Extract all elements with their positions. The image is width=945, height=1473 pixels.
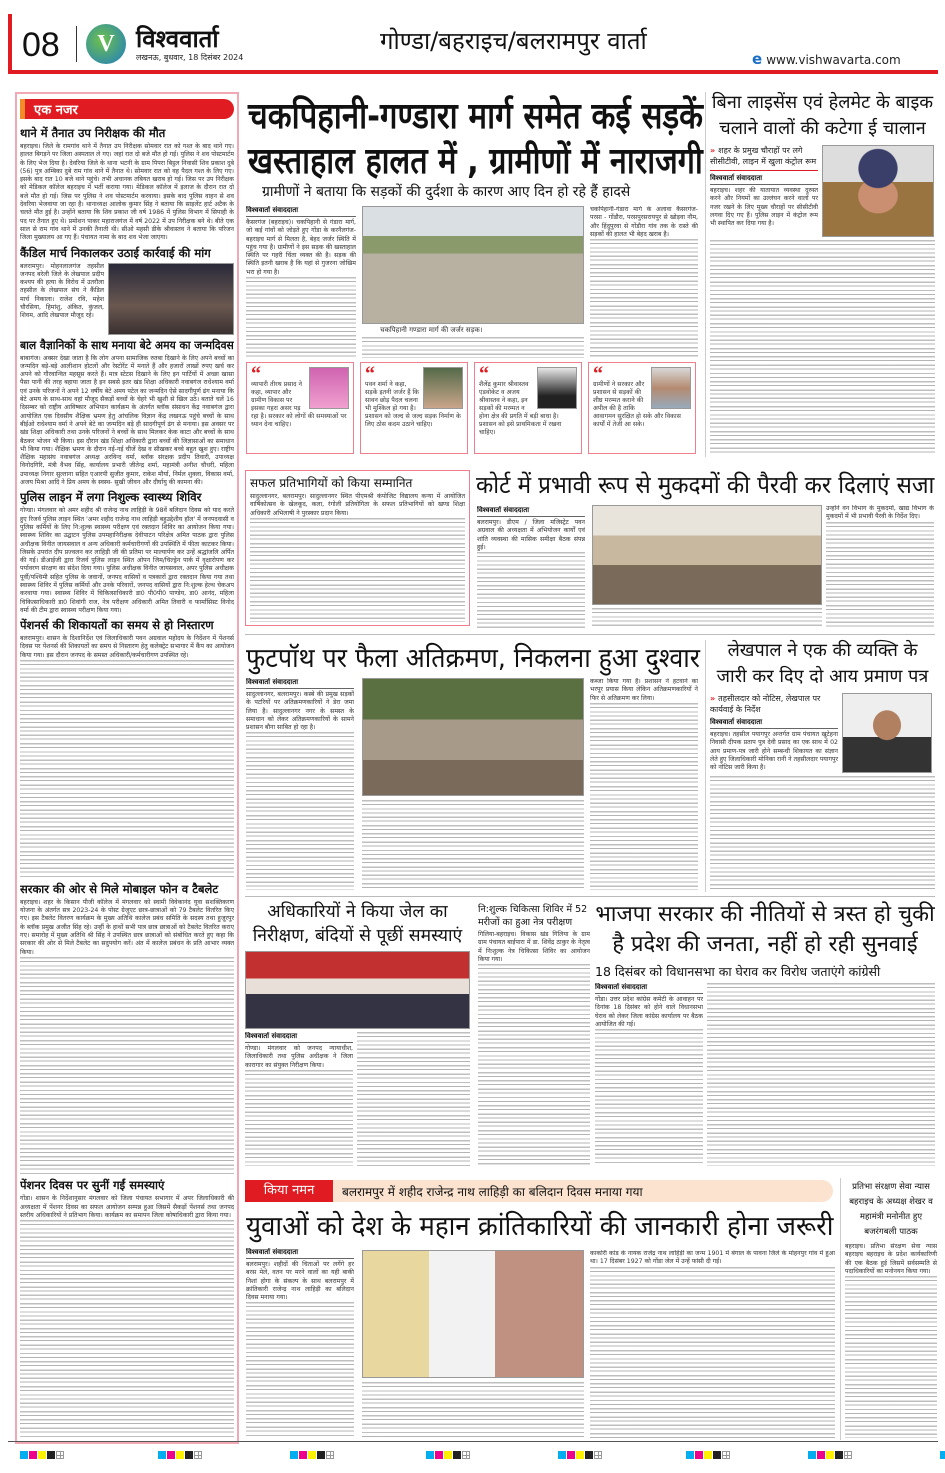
story-body: गिलिया-बहराइच। विकास खंड गिलिया के ग्राम ग्राम पंचायत बाईपारा में डा. शिवेंद्र ठाकुर के नेतृत्व में निःशुल्क नेत्र चिकित्सा शिविर का आयोजन किया गया।	[478, 931, 590, 963]
text-placeholder	[246, 277, 356, 358]
color-registration-mark	[686, 1451, 730, 1459]
person-photo	[423, 367, 463, 409]
color-registration-mark	[158, 1451, 202, 1459]
quote-box	[360, 362, 468, 454]
story-column	[478, 903, 590, 1166]
person-photo	[309, 367, 349, 409]
quote-text: शैलेंद्र कुमार श्रीवास्तव एडवोकेट व अजय श्रीवास्तव ने कहा, इन सड़कों की मरम्मत न होना क्षेत्र की प्रगति में बड़ी बाधा है। प्रशासन को इसे प्राथमिकता में रखना चाहिए।	[479, 381, 562, 436]
story-headline: बिना लाइसेंस एवं हेलमेट के बाइक चलाने वालों की कटेगा ई चालान	[711, 92, 934, 139]
story-column	[592, 505, 822, 628]
story-body: गोण्डा। मंगलवार को अमर शहीद श्री राजेन्द्र नाथ लाहिड़ी के 98वें बलिदान दिवस को याद करते हुए रिजर्व पुलिस लाइन स्थित 'अमर शहीद राजेन्द्र नाथ लाहिड़ी बहुउद्देशीय हॉल' में जनपदवासी व पुलिस कर्मियों के लिए नि:शुल्क स्वास्थ्य परीक्षण एवं रक्तदान शिविर का आयोजन किया गया। स्वास्थ्य शिविर का उद्घाटन पुलिस उपमहानिरीक्षक देवीपाटन परिक्षेत्र अमित पाठक द्वारा पुलिस अधीक्षक विनीत जायसवाल व अन्य अधिकारी कर्मचारीगणों की उपस्थिति में फीता काटकर किया। जिसके उपरांत दीप प्रज्वलन कर लाहिड़ी जी की प्रतिमा पर माल्यार्पण कर उन्हें श्रद्धांजलि अर्पित की गई। डीआईजी द्वारा रिजर्व पुलिस लाइन स्थित ओपन जिम/चिल्ड्रेन पार्क में वृक्षारोपण कर पर्यावरण संरक्षण का संदेश दिया गया। पुलिस अधीक्षक विनीत जायसवाल, अपर पुलिस अधीक्षक पूर्वी/पश्चिमी सहित पुलिस के जवानों, जनपद वासियों व पत्रकारों द्वारा रक्तदान किया गया तथा स्वास्थ्य शिविर में पुलिस कर्मियों और उनके परिवारों, जनपद वासियों द्वारा नि:शुल्क हेल्थ चेकअप करवाया गया। स्वास्थ्य शिविर में चिकित्साधिकारी डा0 पी0पी0 पाण्डेय, डा0 आनंद, महिला चिकित्साधिकारी डा0 शिवांगी राज, नेत्र परीक्षण अधिकारी अमित तिवारी व फार्मासिस्ट विनोद वर्मा की टीम द्वारा स्वास्थ्य परीक्षण किया गया।	[20, 507, 234, 614]
website-link[interactable]	[752, 50, 901, 68]
story-column	[477, 506, 585, 628]
left-column-stories	[20, 99, 234, 1439]
story-subhead: 18 दिसंबर को विधानसभा का घेराव कर विरोध जताएंगे कांग्रेसी	[595, 964, 881, 979]
story-headline: सरकार की ओर से मिले मोबाइल फोन व टैबलेट	[20, 881, 219, 896]
quote-icon: “	[593, 363, 603, 385]
browser-icon: e	[752, 50, 763, 68]
text-placeholder	[710, 240, 935, 456]
byline: विश्ववार्ता संवाददाता	[710, 174, 818, 185]
color-registration-mark	[558, 1451, 602, 1459]
story-column	[362, 678, 584, 890]
color-registration-mark	[290, 1451, 334, 1459]
story-headline: अधिकारियों ने किया जेल का निरीक्षण, बंदियों से पूछीं समस्याएं	[252, 902, 463, 946]
photo-caption: चकपिहानी गण्डारा मार्ग की जर्जर सड़क।	[380, 326, 483, 334]
quote-icon: “	[251, 363, 261, 385]
road-photo	[362, 206, 584, 324]
right-top-story	[710, 90, 935, 456]
quote-box	[474, 362, 582, 454]
banner-tag: किया नमन	[245, 1180, 333, 1202]
story-headline: बाल वैज्ञानिकों के साथ मनाया बेटे अमय का जन्मदिवस	[20, 337, 234, 352]
story-headline: भाजपा सरकार की नीतियों से त्रस्त हो चुकी है प्रदेश की जनता, नहीं हो रही सुनवाई	[595, 902, 935, 957]
story-bullet	[710, 145, 818, 167]
byline: विश्ववार्ता संवाददाता	[710, 718, 838, 729]
byline: विश्ववार्ता संवाददाता	[246, 1248, 354, 1259]
story-column	[246, 1248, 354, 1438]
story-body: बहराइच। शहर की यातायात व्यवस्था दुरुस्त करने और नियमों का उल्लंघन करने वालों पर नजर रखने के लिए मुख्य चौराहों पर सीसीटीवी लगवा दिए गए हैं। पुलिस लाइन में कंट्रोल रूम भी स्थापित कर दिया गया है।	[710, 187, 818, 228]
text-placeholder	[20, 1220, 234, 1439]
story-body: सादुल्लानगर, बलरामपुर। कस्बे की प्रमुख सड़कों के पटरियों पर अतिक्रमणकारियों ने डेरा जमा लिया है। सादुल्लानगर नगर के समस्त के समाधान को लेकर अतिक्रमणकारियों के सामने प्रशासन बौना साबित हो रहा है।	[246, 691, 354, 732]
color-registration-mark	[808, 1451, 852, 1459]
story-headline: लेखपाल ने एक की व्यक्ति के जारी कर दिए दो आय प्रमाण पत्र	[716, 640, 929, 687]
lead-subhead: ग्रामीणों ने बताया कि सड़कों की दुर्दशा के कारण आए दिन हो रहे हैं हादसे	[262, 184, 631, 200]
quote-text: ग्रामीणों ने सरकार और प्रशासन से सड़कों की शीघ्र मरम्मत कराने की अपील की है ताकि आवागमन सुरक्षित हो सके और विकास कार्यों में तेजी आ सके।	[593, 381, 681, 428]
story-headline: कोर्ट में प्रभावी रूप से मुकदमों की पैरवी कर दिलाएं सजा	[476, 471, 935, 499]
brand-name: विश्ववार्ता	[136, 25, 219, 53]
story-headline: फुटपॉथ पर फैला अतिक्रमण, निकलना हुआ दुश्वार	[246, 643, 701, 674]
story-headline: पेंशनर्स की शिकायतों का समय से हो निस्तारण	[20, 618, 214, 633]
text-placeholder	[20, 957, 234, 1176]
story-body: बलरामपुर। मोहनलालगंज तहसील जनपद बरेली जिले के लेखपाल प्रदीप कश्यप की हत्या के विरोध में उतरौला तहसील के लेखपाल संघ ने कैंडिल मार्च निकाला। राजेश रवि, महेश चौरसिया, हिमांशु, अंकित, कुंजल, शिवम, आदि लेखपाल मौजूद रहे।	[20, 262, 104, 320]
double-chevron-icon: »	[710, 146, 716, 155]
text-placeholder	[477, 552, 585, 628]
story-headline: सफल प्रतिभागियों को किया सम्मानित	[250, 476, 413, 490]
color-registration-mark	[940, 1451, 945, 1459]
story-body: बहराइच। जिले के रामगांव थाने में तैनात उप निरीक्षक सोमवार रात को गश्त के बाद थाने गए। हालत बिगड़ने पर जिला अस्पताल ले गए। जहां रात दो बजे मौत हो गई। पुलिस ने शव पोस्टमार्टम के लिए भेज दिया है। देवरिया जिले के थाना भटनी के ग्राम पिपरा बिट्ठल निवासी शिव प्रकाश दुबे (56) पुत्र अम्बिका दुबे राम गांव थाने में तैनात थे। सोमवार रात को वह पैदल गश्त के लिए गए। इसके बाद रात 10 बजे थाने पहुंचे। तभी अचानक तबियत खराब हो गई। जिस पर उप निरीक्षक को मेडिकल कॉलेज बहराइच में भर्ती कराया गया। मेडिकल कॉलेज में इलाज के दौरान रात दो बजे मौत हो गई। जिस पर पुलिस ने शव पोस्टमार्टम करवाया। इसके बाद पुलिस वाहन से शव देवरिया भेजवाया जा रहा है। थानाध्यक्ष आलोक कुमार सिंह ने बताया कि साइलेंट हार्ट अटैक के चलते मौत हुई है। उन्होंने बताया कि शिव प्रकाश जी वर्ष 1986 में पुलिस विभाग में सिपाही के पद पर तैनात हुए थे। प्रमोशन पाकर महाराजगंज में वर्ष 2022 में उप निरीक्षक बने थे। बीते एक साल से राम गांव थाने में उनकी तैनाती थी। सीओ महसी डीके श्रीवास्तव ने बताया कि परिजन जिला मुख्यालय आ गए हैं। पंचायत नामा के बाद शव भेजा जाएगा।	[20, 143, 234, 242]
text-placeholder	[707, 983, 935, 1166]
divider	[840, 1178, 841, 1440]
text-placeholder	[250, 518, 465, 622]
section-title: गोण्डा/बहराइच/बलरामपुर वार्ता	[380, 27, 647, 55]
candle-march-photo	[108, 263, 234, 335]
encroachment-photo	[362, 678, 584, 796]
text-placeholder	[20, 660, 234, 879]
divider	[705, 92, 706, 457]
story-column	[826, 505, 934, 628]
story-body: उन्होंने वन विभाग के मुकदमों, खाद्य विभाग के मुकदमों में भी प्रभावी पैरवी के निर्देश दिए।	[826, 505, 934, 521]
person-photo	[651, 367, 691, 409]
byline: विश्ववार्ता संवाददाता	[595, 983, 703, 994]
bullet-text: शहर के प्रमुख चौराहों पर लगे सीसीटीवी, लाइन में खुला कंट्रोल रूम	[710, 146, 817, 166]
text-placeholder	[246, 1302, 354, 1438]
lead-headline: चकपिहानी-गण्डारा मार्ग समेत कई सड़कें	[248, 96, 703, 137]
story-headline: प्रतिभा संरक्षण सेवा न्यास बहराइच के अध्यक्ष शेखर व महामंत्री मनोनीत हुए बजरंगबली पाठक	[849, 1182, 933, 1237]
story-body: काकोरी कांड के नायक राजेंद्र नाथ लाहिड़ी का जन्म 1901 में बंगाल के पावना जिले के मोहनपुर गांव में हुआ था। 17 दिसंबर 1927 को गोंडा जेल में उन्हें फांसी दी गई।	[590, 1250, 835, 1266]
story-body: कब्जा किया गया है। प्रशासन ने हटवाने का भरपूर प्रयास किया लेकिन अतिक्रमणकारियों ने फिर से अतिक्रमण कर लिया।	[590, 678, 698, 702]
text-placeholder	[592, 608, 822, 628]
column-label: एक नजर	[20, 99, 234, 119]
quote-text: व्यापारी तीरथ प्रसाद ने कहा, व्यापार और ग्रामीण विकास पर इसका गहरा असर पड़ रहा है। सरकार को लोगों की समस्याओं पर ध्यान देना चाहिए।	[251, 381, 347, 428]
story-column	[590, 678, 698, 890]
quote-box	[246, 362, 354, 454]
lead-column	[590, 206, 698, 358]
story-headline: नि:शुल्क चिकित्सा शिविर में 52 मरीजों का हुआ नेत्र परीक्षण	[478, 904, 588, 928]
story-column	[590, 1250, 835, 1438]
byline: विश्ववार्ता संवाददाता	[245, 1032, 353, 1043]
story-subcolumn	[245, 1032, 353, 1166]
text-placeholder	[478, 964, 590, 1166]
footer-rule	[8, 1441, 938, 1442]
double-chevron-icon: »	[710, 694, 716, 703]
text-placeholder	[362, 1382, 584, 1438]
page-number: 08	[22, 26, 60, 64]
color-registration-mark	[426, 1451, 470, 1459]
color-registration-mark	[20, 1451, 64, 1459]
text-placeholder	[357, 1032, 470, 1166]
dateline: लखनऊ, बुधवार, 18 दिसंबर 2024	[136, 53, 244, 62]
story-body: बहराइच। प्रतिभा संरक्षण सेवा न्यास बहराइच बहराइच के प्रदेश कार्यकारिणी की एक बैठक हुई जिसमें सर्वसम्मति से पदाधिकारियों का मनोनयन किया गया।	[845, 1243, 937, 1275]
lead-photo-column	[362, 206, 584, 358]
byline: विश्ववार्ता संवाददाता	[246, 678, 354, 689]
jail-inspection-photo	[245, 951, 470, 1029]
text-placeholder	[590, 239, 698, 358]
banner-text: बलरामपुर में शहीद राजेन्द्र नाथ लाहिड़ी का बलिदान दिवस मनाया गया	[342, 1185, 643, 1199]
story-headline: पुलिस लाइन में लगा निशुल्क स्वास्थ्य शिविर	[20, 490, 202, 505]
divider	[245, 634, 935, 635]
quote-box	[588, 362, 696, 454]
text-placeholder	[845, 1276, 937, 1438]
story-body: गोंडा। उत्तर प्रदेश कांग्रेस कमेटी के आवाहन पर दिनांक 18 दिसंबर को होने वाले विधानसभा घेराव को लेकर जिला कांग्रेस कार्यालय पर बैठक आयोजित की गई।	[595, 996, 703, 1028]
divider	[76, 26, 77, 62]
story-headline: युवाओं को देश के महान क्रांतिकारियों की जानकारी होना जरूरी	[246, 1211, 834, 1242]
lead-headline: खस्ताहाल हालत में , ग्रामीणों में नाराजगी	[248, 141, 703, 182]
story-headline: कैंडिल मार्च निकालकर उठाई कार्रवाई की मांग	[20, 245, 211, 260]
story-column	[246, 678, 354, 890]
side-story	[845, 1180, 937, 1438]
story-body: गोण्डा। मंगलवार को जनपद न्यायाधीश, जिलाधिकारी तथा पुलिस अधीक्षक ने जिला कारागार का संयुक्त निरीक्षण किया।	[245, 1045, 353, 1069]
text-placeholder	[595, 1029, 703, 1166]
text-placeholder	[362, 800, 584, 890]
text-placeholder	[245, 1070, 353, 1166]
text-placeholder	[826, 522, 934, 628]
website-url: www.vishwavarta.com	[766, 53, 901, 67]
right-story	[710, 638, 935, 890]
quote-icon: “	[365, 363, 375, 385]
divider	[705, 640, 706, 892]
story-body: बहराइच। तहसील पयागपुर अन्तर्गत ग्राम पंचायत खुटेहना निवासी दीपक प्रताप पुत्र देवी प्रसाद का एक साथ में 02 आय प्रमाण-पत्र जारी होने सम्बन्धी शिकायत का संज्ञान लेते हुए जिलाधिकारी मोनिका रानी ने तहसीलदार पयागपुर को नोटिस जारी किया है।	[710, 731, 838, 772]
divider	[710, 170, 818, 171]
meeting-photo	[592, 505, 822, 605]
story-column	[595, 900, 935, 1166]
bullet-text: तहसीलदार को नोटिस, लेखपाल पर कार्यवाई के निर्देश	[710, 694, 821, 714]
text-placeholder	[710, 776, 935, 890]
story-body: बलरामपुर। डीएम / जिला मजिस्ट्रेट पवन अग्रवाल की अध्यक्षता में अभियोजन कार्यों एवं शांति व्यवस्था की मासिक समीक्षा बैठक संपन्न हुई।	[477, 519, 585, 551]
text-placeholder	[590, 1267, 835, 1438]
lead-body: कैसरगंज (बहराइच)। चकपिहानी से गंडारा मार्ग, जो कई गांवों को जोड़ते हुए गोंडा के करनैलगंज-बहराइच मार्ग से मिलता है, बेहद जर्जर स्थिति में पहुंच गया है। ग्रामीणों ने इस सड़क की खस्ताहाल स्थिति पर गहरी चिंता व्यक्त की है। सड़क की स्थिति इतनी खराब है कि यहां से गुजरना जोखिम भरा हो गया है।	[246, 219, 356, 276]
quote-icon: “	[479, 363, 489, 385]
story-subcolumn	[595, 983, 703, 1166]
story-body: बलरामपुर। शासन के दिशानिर्देश एवं जिलाधिकारी पवन अग्रवाल महोदय के निर्देशन में पेंशनर्स दिवस पर पेंशनर्स की शिकायतों का समय से निस्तारण हेतु कलेक्ट्रेट सभागार में कैंप का आयोजन किया गया। इस दौरान जनपद के समस्त अधिकारी/कर्मचारीगण उपस्थित रहे।	[20, 635, 234, 659]
story-column	[362, 1250, 584, 1438]
story-column	[245, 900, 470, 1166]
story-body: गोंडा। शासन के निर्देशानुसार मंगलवार को जिला पंचायत सभागार में अपर जिलाधिकारी की अध्यक्षता में पेंशनर दिवस का सफल आयोजन सम्पन्न हुआ जिसमें सैकड़ों पेंशनर्स तथा जनपद स्तरीय अधिकारियों ने प्रतिभाग किया। कार्यक्रम का समापन जिला कोषाधिकारी द्वारा किया गया।	[20, 1195, 234, 1220]
story-body: बलरामपुर। शहीदों की चिताओं पर लगेंगे हर बरस मेले, वतन पर मरने वालों का यही बाकी निशां होगा के संकल्प के साथ बलरामपुर में क्रांतिकारी राजेन्द्र नाथ लाहिड़ी का बलिदान दिवस मनाया गया।	[246, 1261, 354, 1302]
story-body: बहराइच। शहर के किसान पीजी कॉलेज में मंगलवार को स्वामी विवेकानंद युवा सशक्तिकरण योजना के अंतर्गत सत्र 2023-24 के पोस्ट ग्रेजुएट छात्र-छात्राओं को 79 टैबलेट वितरित किए गए। इस टैबलेट वितरण कार्यक्रम के मुख्य अतिथि कालेज प्रबंध समिति के सदस्य तथा हुजूरपुर के ब्लॉक प्रमुख अजीत सिंह रहे। उन्हीं के हाथों सभी पात्र छात्र छात्राओं को टैबलेट वितरित कराए गए। समारोह में मुख्य अतिथि श्री सिंह ने उपस्थित छात्र छात्राओं को संबोधित करते हुए कहा कि सरकार की ओर से मिले टैबलेट का सदुपयोग करें। अंत में कालेज प्रबंधन के प्रति आभार व्यक्त किया।	[20, 898, 234, 956]
story-body: सादुल्लानगर, बलरामपुर। सादुल्लानगर स्थित पीएमश्री कंपोजिट विद्यालय कन्या में आयोजित वार्षिकोत्सव के खेलकूद, कला, रंगोली प्रतियोगिता के सफल प्रतिभागियों को खण्ड शिक्षा अधिकारी अभिलाषी ने पुरस्कार प्रदान किया।	[250, 493, 465, 517]
byline: विश्ववार्ता संवाददाता	[246, 206, 356, 217]
person-photo	[842, 693, 932, 773]
text-placeholder	[246, 732, 354, 890]
logo-icon: V	[86, 24, 126, 64]
tribute-photo	[362, 1250, 584, 1378]
byline: विश्ववार्ता संवाददाता	[477, 506, 585, 517]
lead-column	[246, 206, 356, 358]
story-headline: थाने में तैनात उप निरीक्षक की मौत	[20, 126, 166, 140]
officer-photo	[822, 145, 934, 237]
quote-text: पवन शर्मा ने कहा, सड़कें इतनी जर्जर हैं कि सावन छोड़ पैदल चलना भी मुश्किल हो गया है। प्रशासन को जल्द से जल्द सड़क निर्माण के लिए ठोस कदम उठाने चाहिए।	[365, 381, 461, 428]
story-box	[245, 470, 470, 626]
story-bullet	[710, 693, 838, 715]
divider	[245, 896, 935, 897]
text-placeholder	[362, 337, 584, 358]
lead-body: चकपिहानी-गंडारा मार्ग के अलावा कैसरगंज-परसा - गोंडौरा, परसपुरसरायपुर से खोड़वा नौम, और हिंदुपुरवा से गोंडौरा गांव तक के रास्ते की सड़कों की हालत भी बेहद खराब है।	[590, 206, 698, 238]
text-placeholder	[590, 703, 698, 890]
story-body: बाबागंज। अक्सर देखा जाता है कि लोग अपना सामाजिक रुतबा दिखाने के लिए अपने बच्चों का जन्मदिन बड़े-बड़े आलीशान होटलों और रेस्टोरेंट में मनाते हैं और हजारों लाखों रुपए खर्च कर अपने को गौरवान्वित महसूस करते हैं। मात्र स्टेटस दिखाने के लिए इन पार्टियों में अच्छा खासा पैसा पानी की तरह बहाया जाता है इन सबसे इतर खंड शिक्षा अधिकारी नवाबगंज राधेश्याम वर्मा एवं उनके परिजनों ने अपने 12 वर्षीय बेटे अमय पटेल का जन्मदिन ऐसे सादगीपूर्ण ढंग मनाया कि बेटे अमय के साथ-साथ वहां मौजूद सैकड़ों बच्चों के चेहरे भी खुशी से खिल उठे। बताते चलें 16 दिसम्बर को राष्ट्रीय आविष्कार अभियान कार्यक्रम के अंतर्गत ब्लॉक संसाधन केंद्र नवाबगंज द्वारा आयोजित एक दिवसीय शैक्षिक भ्रमण हेतु आंचलिक विज्ञान केंद्र लखनऊ पहुंचे बच्चों के साथ बीईओ राधेश्याम वर्मा ने अपने बेटे का जन्मदिन बड़े ही सादगीपूर्ण ढंग से मनाया। इस अवसर पर खंड शिक्षा अधिकारी तथा उनके परिजनों ने बच्चों के साथ मिलकर केक काटा और बच्चों के साथ बैठकर भोजन भी किया। इस दौरान खंड शिक्षा अधिकारी द्वारा बच्चों की जिज्ञासाओं का समाधान भी किया गया। शैक्षिक भ्रमण के दौरान नई-नई चीजें देख व सीखकर बच्चे बहुत खुश हुए। राष्ट्रीय शैक्षिक महासंघ नवाबगंज अध्यक्ष अरविन्द वर्मा, ब्लॉक संरक्षक प्रदीप तिवारी, उपाध्यक्ष विनोदगिरि, मंत्री वैभव सिंह, कार्यालय प्रभारी जीतेन्द्र शर्मा, महामंत्री अनीश चौधरी, महिला उपाध्यक्ष निगार सुल्ताना सहित एआरपी सुजीत कुमार, राकेश मौर्या, निर्मल शुक्ला, विकास वर्मा, अजय मिश्रा आदि ने प्रिय अमय के स्वस्थ- सुखी जीवन और दीर्घायु की कामना की।	[20, 354, 234, 487]
story-headline: पेंशनर दिवस पर सुनीं गईं समस्याएं	[20, 1178, 165, 1193]
person-photo	[537, 367, 577, 409]
